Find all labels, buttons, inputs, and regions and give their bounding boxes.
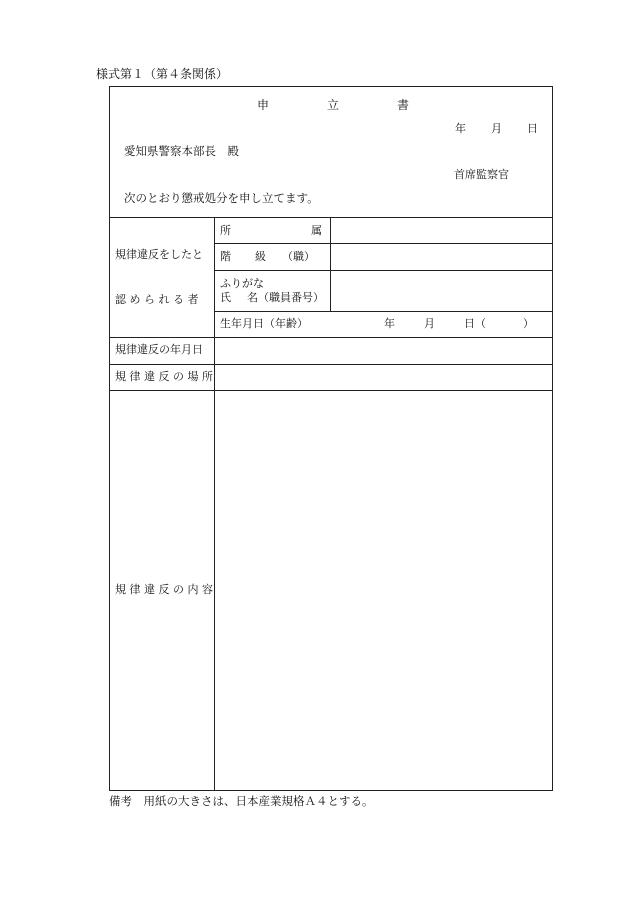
rank-label-left: 階 [220, 250, 231, 263]
statement-text: 次のとおり懲戒処分を申し立てます。 [124, 191, 319, 205]
furigana-label: ふりがな [220, 277, 264, 290]
violation-place-bottom-line [109, 390, 553, 391]
suspect-label-line2: 認 め ら れ る 者 [115, 293, 199, 306]
birthdate-month: 月 [424, 317, 435, 330]
violation-content-label: 規 律 違 反 の 内 容 [115, 583, 213, 596]
birthdate-close-paren: ） [523, 317, 534, 330]
name-label-right: 名（職員番号） [247, 291, 324, 304]
frame-bottom-border [109, 790, 553, 791]
violation-date-label: 規律違反の年月日 [115, 343, 203, 356]
header-date-month: 月 [491, 122, 502, 135]
label-column-divider [214, 217, 215, 790]
row-line-rank [214, 270, 553, 271]
frame-left-border [109, 86, 110, 790]
form-number-label: 様式第１（第４条関係） [96, 67, 229, 81]
field-column-divider [330, 217, 331, 311]
rank-label-mid: 級 [255, 250, 266, 263]
affiliation-label-left: 所 [220, 224, 231, 237]
title-char-2: 立 [327, 98, 340, 112]
footnote: 備考 用紙の大きさは、日本産業規格Ａ４とする。 [109, 794, 374, 808]
row-line-name [214, 311, 553, 312]
header-date-year: 年 [455, 122, 466, 135]
affiliation-label-right: 属 [311, 224, 322, 237]
suspect-label-line1: 規律違反をしたと [115, 248, 203, 261]
birthdate-year: 年 [384, 317, 395, 330]
row-line-affiliation [214, 243, 553, 244]
violation-date-bottom-line [109, 364, 553, 365]
violation-place-label: 規 律 違 反 の 場 所 [115, 370, 213, 383]
frame-right-border [552, 86, 553, 790]
applicant-title: 首席監察官 [454, 168, 509, 181]
birthdate-day: 日（ [464, 317, 486, 330]
header-date-day: 日 [527, 122, 538, 135]
suspect-block-bottom-line [109, 337, 553, 338]
name-label-left: 氏 [220, 291, 231, 304]
birthdate-label: 生年月日（年齢） [220, 317, 308, 330]
rank-label-right: （職） [282, 250, 315, 263]
header-bottom-line [109, 217, 553, 218]
title-char-1: 申 [257, 98, 270, 112]
frame-top-border [109, 86, 553, 87]
title-char-3: 書 [397, 98, 410, 112]
addressee: 愛知県警察本部長 殿 [124, 144, 239, 158]
